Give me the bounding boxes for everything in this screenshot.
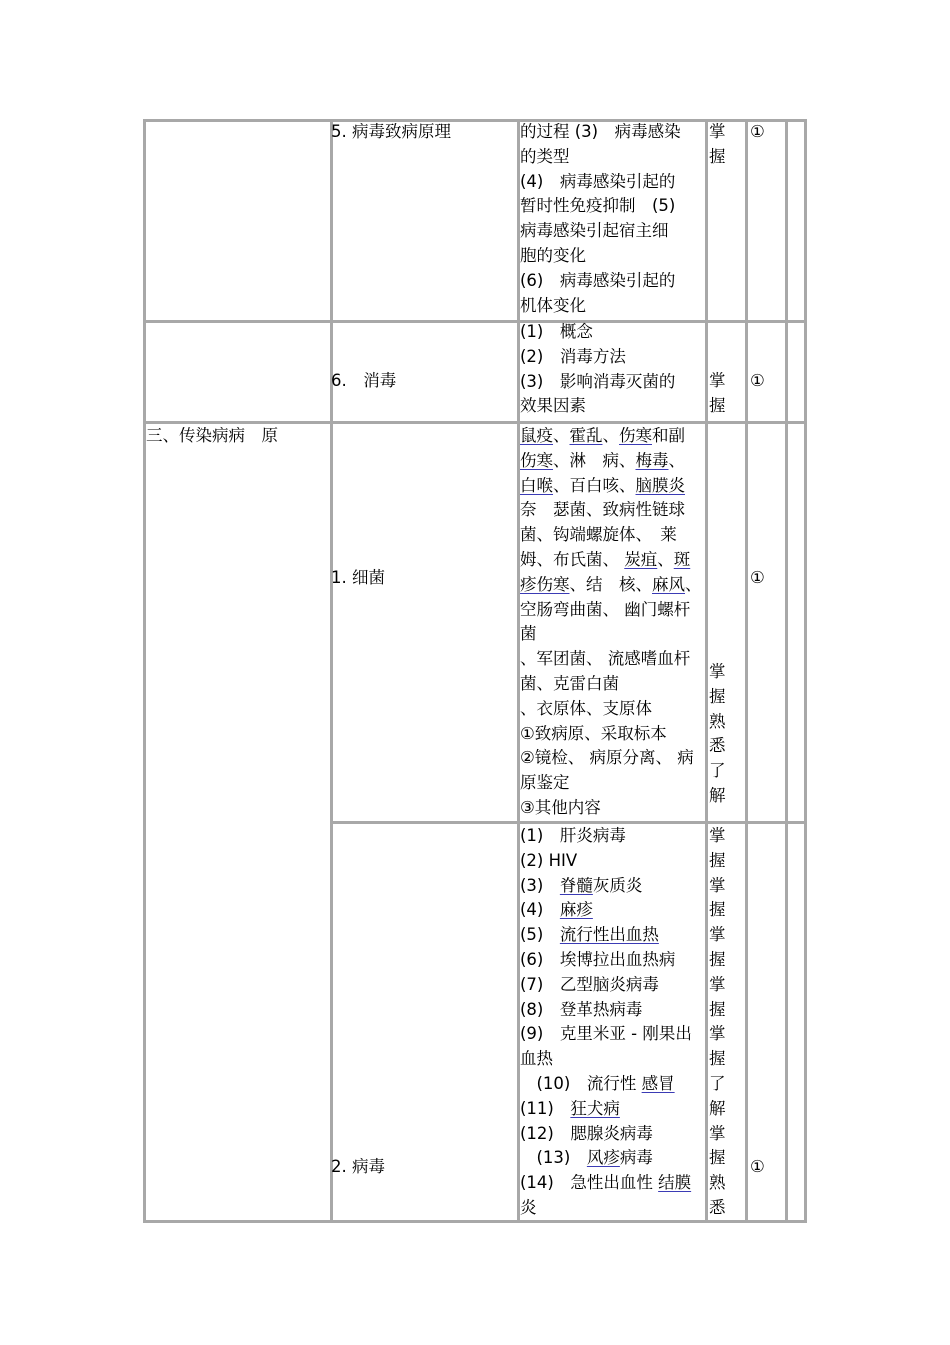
underlined-term: 结膜 [658, 1173, 692, 1193]
content-line: (8) 登革热病毒 [520, 999, 643, 1019]
text-run: 灰质炎 [592, 875, 643, 895]
underlined-term: 梅毒 [635, 450, 669, 470]
mark-cell [750, 369, 765, 394]
text-run: 和副 [652, 426, 685, 445]
topic-text: 2. 病毒 [331, 1157, 385, 1176]
content-line: 菌 [520, 624, 537, 644]
content-line [520, 449, 706, 474]
section-heading [146, 424, 278, 449]
requirement-char: 掌 [709, 1123, 726, 1143]
text-run: 、 [602, 426, 619, 445]
text-run: 姆、布氏菌、 [520, 549, 625, 569]
content-line: (7) 乙型脑炎病毒 [520, 974, 659, 994]
underlined-term: 流行性出血热 [559, 925, 659, 945]
text-run: 、 [657, 549, 674, 569]
topic-cell [331, 1155, 385, 1180]
content-line [520, 1097, 706, 1122]
content-line: (6) 病毒感染引起的 [520, 270, 676, 290]
text-run: (11) [520, 1098, 571, 1118]
content-line: ①致病原、采取标本 [520, 723, 667, 743]
text-run: 、 [553, 426, 570, 445]
text-run: (10) 流行性 [520, 1073, 642, 1093]
content-line [520, 424, 706, 449]
content-line [520, 874, 706, 899]
requirement-char: 悉 [709, 736, 726, 756]
section-title: 三、传染病病 原 [146, 426, 278, 445]
content-line: 效果因素 [520, 396, 586, 416]
requirement-char: 握 [709, 1049, 726, 1069]
text-run: 、 [668, 450, 685, 470]
content-line: (1) 概念 [520, 322, 593, 341]
requirement-char: 握 [709, 395, 726, 415]
requirement-char: 掌 [709, 875, 726, 895]
content-line: (12) 腮腺炎病毒 [520, 1123, 653, 1143]
content-line: (3) 影响消毒灭菌的 [520, 371, 676, 391]
requirement-char: 握 [709, 999, 726, 1019]
requirement-cell [709, 120, 726, 170]
content-line [520, 1171, 706, 1196]
requirement-char: 了 [709, 1073, 726, 1093]
requirement-char: 掌 [709, 1024, 726, 1044]
requirement-char: 握 [709, 850, 726, 870]
content-cell [520, 120, 706, 318]
requirement-char: 掌 [709, 122, 726, 141]
content-line: 的类型 [520, 146, 570, 166]
content-line [520, 923, 706, 948]
content-line: 奈 瑟菌、致病性链球 [520, 500, 685, 520]
underlined-term: 麻风 [652, 574, 685, 594]
text-run: 、百白咳、 [553, 475, 636, 495]
content-line: 空肠弯曲菌、 幽门螺杆 [520, 599, 691, 619]
text-run: (13) [520, 1148, 587, 1168]
content-cell [520, 320, 706, 419]
text-run: (4) [520, 900, 560, 920]
requirement-char: 握 [709, 949, 726, 969]
mark-symbol: ① [750, 371, 765, 390]
underlined-term: 脑膜炎 [635, 475, 685, 495]
underlined-term: 疹伤寒 [520, 574, 570, 594]
requirement-char: 掌 [709, 925, 726, 945]
underlined-term: 斑 [673, 549, 691, 569]
row-divider-1 [143, 320, 807, 323]
topic-text: 6. 消毒 [331, 371, 397, 390]
content-line: 菌、钩端螺旋体、 莱 [520, 525, 677, 545]
content-line [520, 1146, 706, 1171]
topic-cell [331, 120, 451, 145]
text-run: 、 [685, 574, 702, 594]
content-line: 暂时性免疫抑制 (5) [520, 196, 676, 216]
requirement-char: 握 [709, 900, 726, 920]
content-cell [520, 424, 706, 821]
content-line: 、衣原体、支原体 [520, 698, 652, 718]
mark-symbol: ① [750, 568, 765, 587]
content-line: 机体变化 [520, 295, 586, 315]
requirement-char: 握 [709, 686, 726, 706]
content-line: (2) 消毒方法 [520, 346, 626, 366]
content-line: 炎 [520, 1197, 537, 1217]
content-line [520, 474, 706, 499]
underlined-term: 脊髓 [559, 875, 593, 895]
underlined-term: 伤寒 [520, 450, 553, 470]
underlined-term: 炭疽 [624, 549, 658, 569]
table-col-divider-4 [745, 119, 748, 1223]
requirement-char: 掌 [709, 974, 726, 994]
content-line [520, 1072, 706, 1097]
underlined-term: 鼠疫 [520, 426, 553, 445]
content-cell [520, 824, 706, 1221]
underlined-term: 白喉 [520, 475, 553, 495]
topic-cell [331, 566, 385, 591]
content-line [520, 573, 706, 598]
content-line: (2) HIV [520, 850, 578, 870]
content-line: 菌、克雷白菌 [520, 673, 619, 693]
requirement-char: 握 [709, 1148, 726, 1168]
requirement-char: 握 [709, 146, 726, 166]
mark-cell [750, 120, 765, 145]
text-run: (14) 急性出血性 [520, 1173, 659, 1193]
content-line: (9) 克里米亚 - 刚果出 [520, 1024, 692, 1044]
requirement-cell [709, 824, 726, 1221]
mark-symbol: ① [750, 1157, 765, 1176]
requirement-char: 悉 [709, 1197, 726, 1217]
underlined-term: 霍乱 [569, 426, 603, 445]
text-run: 病毒 [619, 1148, 653, 1168]
content-line: 胞的变化 [520, 245, 586, 265]
underlined-term: 麻疹 [559, 900, 593, 920]
requirement-char: 掌 [709, 662, 726, 681]
topic-cell [331, 369, 396, 394]
topic-text: 1. 细菌 [331, 568, 385, 587]
content-line: ②镜检、 病原分离、 病 [520, 748, 694, 768]
text-run: (5) [520, 925, 560, 945]
requirement-char: 掌 [709, 826, 726, 845]
text-run: 、淋 病、 [553, 450, 636, 470]
content-line: (1) 肝炎病毒 [520, 826, 626, 845]
text-run: (3) [520, 875, 560, 895]
mark-symbol: ① [750, 122, 765, 141]
requirement-char: 解 [709, 785, 726, 805]
content-line: 、军团菌、 流感嗜血杆 [520, 649, 691, 669]
requirement-char: 解 [709, 1098, 726, 1118]
text-run: 、结 核、 [569, 574, 652, 594]
underlined-term: 风疹 [586, 1148, 620, 1168]
table-border-left [143, 119, 146, 1223]
requirement-char: 了 [709, 761, 726, 781]
content-line [520, 548, 706, 573]
content-line: (6) 埃博拉出血热病 [520, 949, 676, 969]
underlined-term: 感冒 [641, 1073, 675, 1093]
content-line [520, 898, 706, 923]
content-line: 病毒感染引起宿主细 [520, 221, 669, 241]
content-line: 血热 [520, 1049, 553, 1069]
table-border-right [804, 119, 807, 1223]
table-border-bottom [143, 1220, 807, 1223]
requirement-char: 掌 [709, 371, 726, 390]
table-col-divider-5 [785, 119, 788, 1223]
underlined-term: 狂犬病 [570, 1098, 620, 1118]
mark-cell [750, 566, 765, 591]
content-line: ③其他内容 [520, 797, 601, 817]
mark-cell [750, 1155, 765, 1180]
requirement-cell [709, 660, 726, 809]
underlined-term: 伤寒 [619, 426, 652, 445]
requirement-cell [709, 369, 726, 419]
table-border-top [143, 119, 807, 122]
content-line: 原鉴定 [520, 773, 570, 793]
requirement-char: 熟 [709, 711, 726, 731]
requirement-char: 熟 [709, 1173, 726, 1193]
topic-text: 5. 病毒致病原理 [331, 122, 451, 141]
table-col-divider-1 [330, 119, 333, 1223]
content-line: (4) 病毒感染引起的 [520, 171, 676, 191]
content-line: 的过程 (3) 病毒感染 [520, 122, 681, 141]
